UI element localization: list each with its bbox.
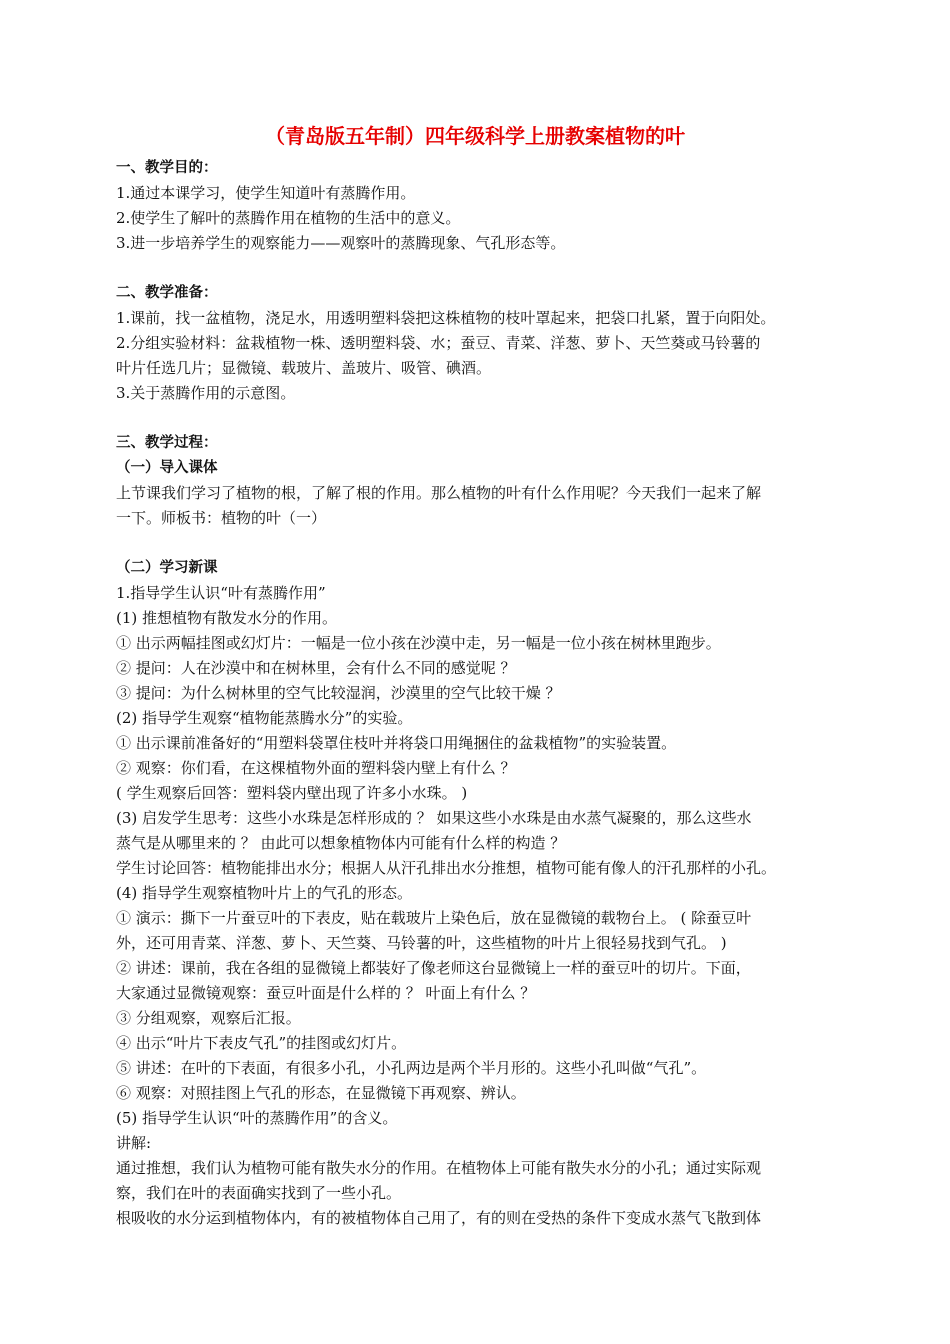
lesson-line: ② 讲述：课前，我在各组的显微镜上都装好了像老师这台显微镜上一样的蚕豆叶的切片。下面，: [116, 959, 751, 977]
lesson-line: ⑥ 观察：对照挂图上气孔的形态，在显微镜下再观察、辨认。: [116, 1084, 526, 1102]
lesson-line: (4) 指导学生观察植物叶片上的气孔的形态。: [116, 884, 413, 902]
intro-line: 上节课我们学习了植物的根，了解了根的作用。那么植物的叶有什么作用呢？今天我们一起来了解: [116, 484, 762, 502]
preparation-item: 3.关于蒸腾作用的示意图。: [116, 384, 296, 402]
lesson-line: ⑤ 讲述：在叶的下表面，有很多小孔，小孔两边是两个半月形的。这些小孔叫做“气孔”。: [116, 1059, 707, 1077]
lesson-line: (5) 指导学生认识“叶的蒸腾作用”的含义。: [116, 1109, 398, 1127]
objective-item: 1.通过本课学习，使学生知道叶有蒸腾作用。: [116, 184, 416, 202]
lesson-line: 外，还可用青菜、洋葱、萝卜、天竺葵、马铃薯的叶，这些植物的叶片上很轻易找到气孔。 ): [116, 934, 727, 952]
lesson-line: 大家通过显微镜观察：蚕豆叶面是什么样的 ？ 叶面上有什么 ？: [116, 984, 536, 1002]
lesson-line: 根吸收的水分运到植物体内，有的被植物体自己用了，有的则在受热的条件下变成水蒸气飞散到体: [116, 1209, 762, 1227]
process-heading: 三、教学过程：: [116, 435, 218, 451]
lesson-line: ① 出示两幅挂图或幻灯片：一幅是一位小孩在沙漠中走，另一幅是一位小孩在树林里跑步。: [116, 634, 721, 652]
lesson-line: ④ 出示“叶片下表皮气孔”的挂图或幻灯片。: [116, 1034, 407, 1052]
lesson-line: ( 学生观察后回答：塑料袋内壁出现了许多小水珠。 ): [116, 784, 468, 802]
lesson-line: ③ 提问：为什么树林里的空气比较湿润，沙漠里的空气比较干燥 ？: [116, 684, 561, 702]
lesson-line: ③ 分组观察，观察后汇报。: [116, 1009, 301, 1027]
preparation-item: 2.分组实验材料：盆栽植物一株、透明塑料袋、水；蚕豆、青菜、洋葱、萝卜、天竺葵或马铃薯的: [116, 334, 761, 352]
intro-heading: （一）导入课体: [116, 460, 218, 476]
document-body: [116, 156, 836, 1231]
lesson-line: ① 出示课前准备好的“用塑料袋罩住枝叶并将袋口用绳捆住的盆栽植物”的实验装置。: [116, 734, 677, 752]
lesson-line: ① 演示：撕下一片蚕豆叶的下表皮，贴在载玻片上染色后，放在显微镜的载物台上。 ( 除蚕豆叶: [116, 909, 752, 927]
intro-line: 一下。师板书：植物的叶（一）: [116, 509, 327, 527]
lesson-line: (1) 推想植物有散发水分的作用。: [116, 609, 338, 627]
objective-item: 2.使学生了解叶的蒸腾作用在植物的生活中的意义。: [116, 209, 461, 227]
lesson-line: ② 提问：人在沙漠中和在树林里，会有什么不同的感觉呢 ？: [116, 659, 516, 677]
lesson-line: (2) 指导学生观察“植物能蒸腾水分”的实验。: [116, 709, 413, 727]
lesson-line: (3) 启发学生思考：这些小水珠是怎样形成的 ？ 如果这些小水珠是由水蒸气凝聚的，那么这些水: [116, 809, 752, 827]
lesson-line: 蒸气是从哪里来的 ？ 由此可以想象植物体内可能有什么样的构造 ？: [116, 834, 566, 852]
lesson-line: 学生讨论回答：植物能排出水分；根据人从汗孔排出水分推想，植物可能有像人的汗孔那样的小孔。: [116, 859, 777, 877]
lesson-line: ② 观察：你们看，在这棵植物外面的塑料袋内壁上有什么 ？: [116, 759, 516, 777]
preparation-item: 1.课前，找一盆植物，浇足水，用透明塑料袋把这株植物的枝叶罩起来，把袋口扎紧，置于向阳处。: [116, 309, 776, 327]
lesson-line: 察，我们在叶的表面确实找到了一些小孔。: [116, 1184, 402, 1202]
new-lesson-heading: （二）学习新课: [116, 560, 218, 576]
document-title: （青岛版五年制）四年级科学上册教案植物的叶: [265, 124, 685, 148]
preparation-item: 叶片任选几片；显微镜、载玻片、盖玻片、吸管、碘酒。: [116, 359, 492, 377]
objectives-heading: 一、教学目的：: [116, 160, 218, 176]
objective-item: 3.进一步培养学生的观察能力——观察叶的蒸腾现象、气孔形态等。: [116, 234, 566, 252]
lesson-line: 讲解:: [116, 1134, 152, 1152]
preparation-heading: 二、教学准备：: [116, 285, 218, 301]
lesson-line: 通过推想，我们认为植物可能有散失水分的作用。在植物体上可能有散失水分的小孔；通过实际观: [116, 1159, 762, 1177]
lesson-line: 1.指导学生认识“叶有蒸腾作用”: [116, 584, 326, 602]
